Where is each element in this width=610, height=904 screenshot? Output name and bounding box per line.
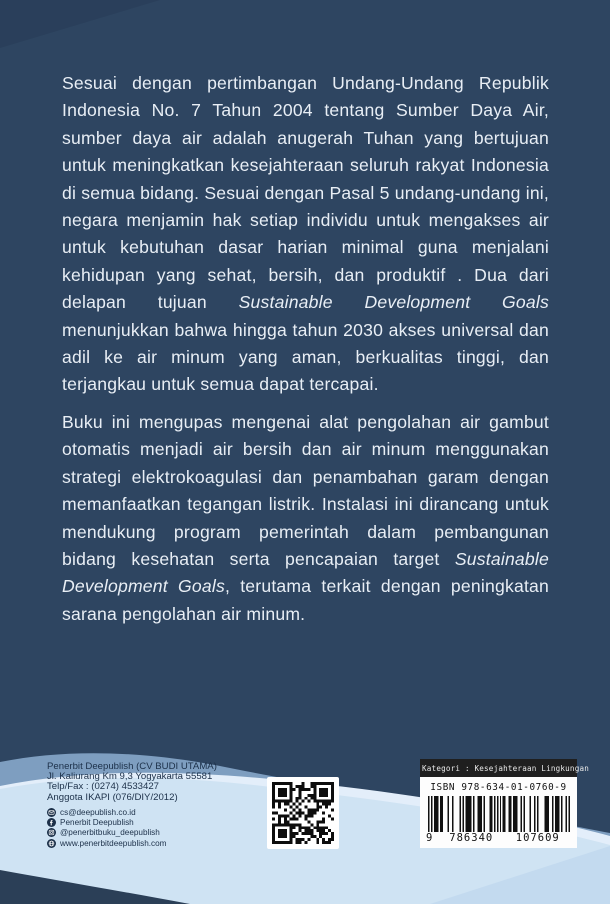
back-cover-text <box>62 70 549 628</box>
barcode-digits-left: 786340 <box>438 832 505 844</box>
corner-shade <box>0 0 160 48</box>
paragraph: Sesuai dengan pertimbangan Undang-Undang Republik Indonesia No. 7 Tahun 2004 tentang Sumber Daya Air, sumber daya air adalah anugerah Tuhan yang bertujuan untuk meningkatkan kesejahteraan seluruh rakyat Indonesia di semua bidang. Sesuai dengan Pasal 5 undang-undang ini, negara menjamin hak setiap individu untuk mengakses air untuk kebutuhan dasar harian minimal guna menjalani kehidupan yang sehat, bersih, dan produktif . Dua dari delapan tujuan Sustainable Development Goals menunjukkan bahwa hingga tahun 2030 akses universal dan adil ke air minum yang aman, berkualitas tinggi, dan terjangkau untuk semua dapat tercapai. <box>62 73 549 395</box>
publisher-website: www.penerbitdeepublish.com <box>60 838 167 848</box>
isbn-box <box>420 777 577 848</box>
facebook-icon <box>47 818 56 827</box>
social-row-email <box>47 807 287 817</box>
barcode-digit-first: 9 <box>426 832 438 844</box>
publisher-instagram: @penerbitbuku_deepublish <box>60 828 160 838</box>
publisher-membership: Anggota IKAPI (076/DIY/2012) <box>47 791 178 803</box>
isbn-block <box>420 759 590 848</box>
publisher-address: Jl. Kaliurang Km 9,3 Yogyakarta 55581 <box>47 771 213 783</box>
social-row-website <box>47 838 287 848</box>
publisher-name: Penerbit Deepublish (CV BUDI UTAMA) <box>47 761 217 772</box>
qr-code <box>267 777 339 849</box>
paragraph: Buku ini mengupas mengenai alat pengolahan air gambut otomatis menjadi air bersih dan air minum menggunakan strategi elektrokoagulasi dan penambahan garam dengan memanfaatkan tegangan listrik. Instalasi ini dirancang untuk mendukung program pemerintah dalam pembangunan bidang kesehatan serta pencapaian target Sustainable Development Goals, terutama terkait dengan peningkatan sarana pengolahan air minum. <box>62 411 549 624</box>
instagram-icon <box>47 828 56 837</box>
publisher-facebook: Penerbit Deepublish <box>60 817 134 827</box>
publisher-block <box>47 762 287 848</box>
email-icon <box>47 808 56 817</box>
social-row-facebook <box>47 817 287 827</box>
barcode-digits <box>426 832 571 844</box>
publisher-email: cs@deepublish.co.id <box>60 807 136 817</box>
category-label: Kategori : Kesejahteraan Lingkungan <box>420 759 577 777</box>
social-row-instagram <box>47 828 287 838</box>
publisher-socials <box>47 807 287 849</box>
isbn-number: ISBN 978-634-01-0760-9 <box>430 782 567 793</box>
barcode-digits-right: 107609 <box>505 832 572 844</box>
globe-icon <box>47 839 56 848</box>
publisher-phone: Telp/Fax : (0274) 4533427 <box>47 781 159 793</box>
